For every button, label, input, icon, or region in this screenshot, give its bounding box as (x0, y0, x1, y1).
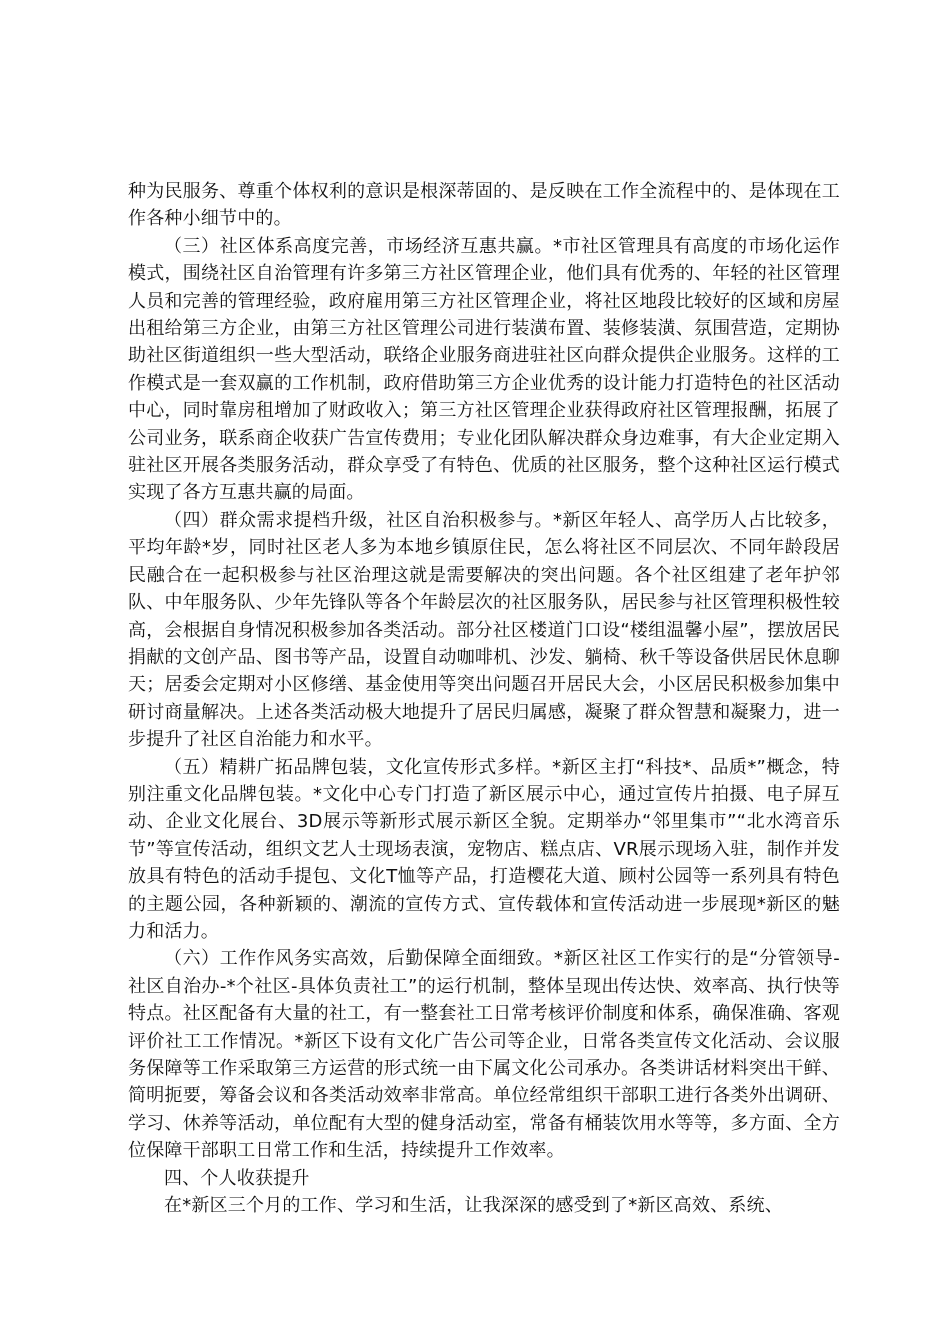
paragraph-section-4: （四）群众需求提档升级，社区自治积极参与。*新区年轻人、高学历人占比较多，平均年龄*岁，同时社区老人多为本地乡镇原住民，怎么将社区不同层次、不同年龄段居民融合在一起积极参与社区治理这就是需要解决的突出问题。各个社区组建了老年护邻队、中年服务队、少年先锋队等各个年龄层次的社区服务队，居民参与社区管理积极性较高，会根据自身情况积极参加各类活动。部分社区楼道门口设“楼组温馨小屋”，摆放居民捐献的文创产品、图书等产品，设置自动咖啡机、沙发、躺椅、秋千等设备供居民休息聊天；居委会定期对小区修缮、基金使用等突出问题召开居民大会，小区居民积极参加集中研讨商量解决。上述各类活动极大地提升了居民归属感，凝聚了群众智慧和凝聚力，进一步提升了社区自治能力和水平。 (128, 509, 840, 751)
paragraph-section-6: （六）工作作风务实高效，后勤保障全面细致。*新区社区工作实行的是“分管领导-社区自治办-*个社区-具体负责社工”的运行机制，整体呈现出传达快、效率高、执行快等特点。社区配备有大量的社工，有一整套社工日常考核评价制度和体系，确保准确、客观评价社工工作情况。*新区下设有文化广告公司等企业，日常各类宣传文化活动、会议服务保障等工作采取第三方运营的形式统一由下属文化公司承办。各类讲话材料突出干鲜、简明扼要，筹备会议和各类活动效率非常高。单位经常组织干部职工进行各类外出调研、学习、休养等活动，单位配有大型的健身活动室，常备有桶装饮用水等等，多方面、全方位保障干部职工日常工作和生活，持续提升工作效率。 (128, 948, 840, 1162)
document-page (128, 178, 840, 1219)
paragraph-personal-gains: 在*新区三个月的工作、学习和生活，让我深深的感受到了*新区高效、系统、 (164, 1195, 783, 1217)
paragraph-section-5: （五）精耕广拓品牌包装，文化宣传形式多样。*新区主打“科技*、品质*”概念，特别注重文化品牌包装。*文化中心专门打造了新区展示中心，通过宣传片拍摄、电子屏互动、企业文化展台、3D展示等新形式展示新区全貌。定期举办“邻里集市”“北水湾音乐节”等宣传活动，组织文艺人士现场表演，宠物店、糕点店、VR展示现场入驻，制作并发放具有特色的活动手提包、文化T恤等产品，打造樱花大道、顾村公园等一系列具有特色的主题公园，各种新颖的、潮流的宣传方式、宣传载体和宣传活动进一步展现*新区的魅力和活力。 (128, 756, 840, 942)
section-heading-personal-gains: 四、个人收获提升 (164, 1167, 310, 1189)
paragraph-continuation: 种为民服务、尊重个体权利的意识是根深蒂固的、是反映在工作全流程中的、是体现在工作各种小细节中的。 (128, 181, 840, 230)
paragraph-section-3: （三）社区体系高度完善，市场经济互惠共赢。*市社区管理具有高度的市场化运作模式，围绕社区自治管理有许多第三方社区管理企业，他们具有优秀的、年轻的社区管理人员和完善的管理经验，政府雇用第三方社区管理企业，将社区地段比较好的区域和房屋出租给第三方企业，由第三方社区管理公司进行装潢布置、装修装潢、氛围营造，定期协助社区街道组织一些大型活动，联络企业服务商进驻社区向群众提供企业服务。这样的工作模式是一套双赢的工作机制，政府借助第三方企业优秀的设计能力打造特色的社区活动中心，同时靠房租增加了财政收入；第三方社区管理企业获得政府社区管理报酬，拓展了公司业务，联系商企收获广告宣传费用；专业化团队解决群众身边难事，有大企业定期入驻社区开展各类服务活动，群众享受了有特色、优质的社区服务，整个这种社区运行模式实现了各方互惠共赢的局面。 (128, 235, 840, 504)
